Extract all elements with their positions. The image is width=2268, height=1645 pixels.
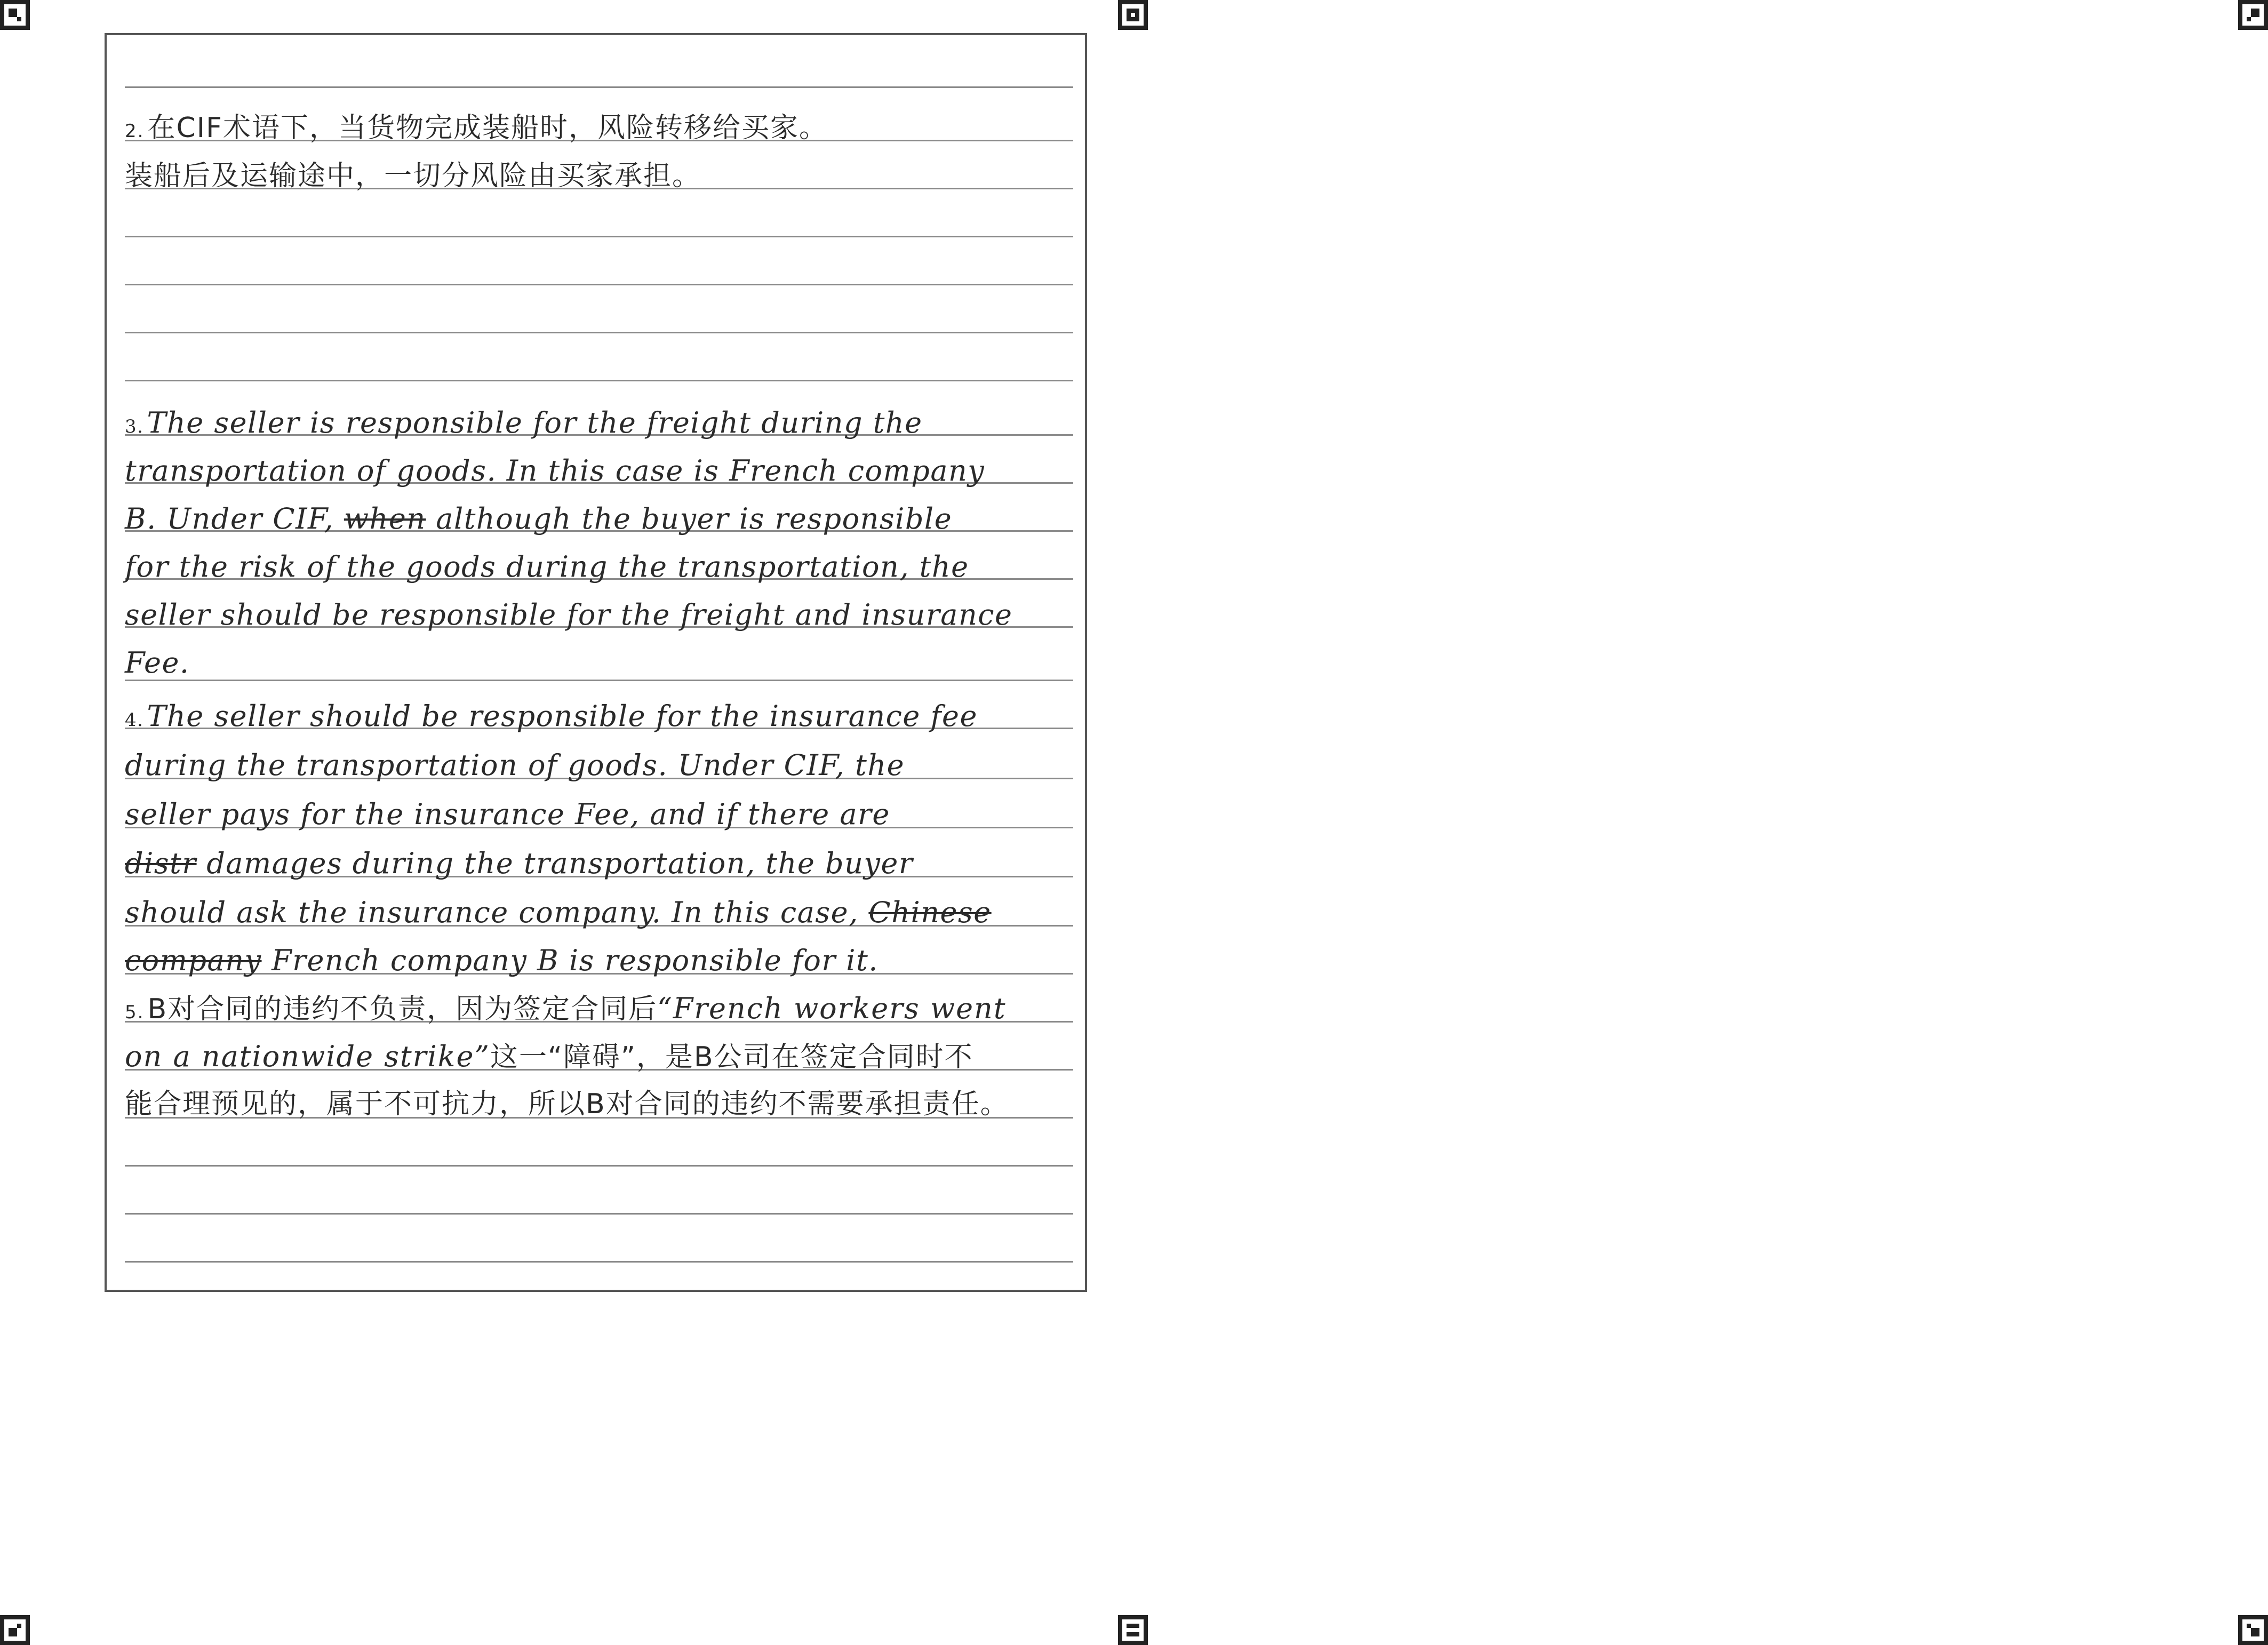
answer-4-line-1 — [125, 699, 978, 733]
ruled-line — [125, 332, 1073, 333]
ruled-line — [125, 380, 1073, 381]
corner-marker-bottom-center-icon — [1118, 1615, 1148, 1645]
handwritten-text: for the risk of the goods during the transportation, the — [125, 550, 969, 584]
answer-3-line-5 — [125, 598, 1013, 632]
answer-4-line-4 — [125, 849, 913, 878]
handwritten-text: 能合理预见的，属于不可抗力，所以B对合同的违约不需要承担责任。 — [125, 1088, 1009, 1120]
answer-5-line-1 — [125, 994, 1007, 1023]
answer-number: 3. — [125, 416, 144, 437]
handwritten-text: Fee. — [125, 646, 190, 680]
answer-box — [105, 33, 1087, 1292]
struck-out-text: Chinese — [868, 896, 992, 929]
struck-out-text: distr — [125, 847, 197, 880]
answer-3-line-3 — [125, 502, 953, 536]
handwritten-text: B对合同的违约不负责，因为签定合同后 — [147, 993, 658, 1025]
answer-5-line-2 — [125, 1042, 973, 1071]
handwritten-text: 在CIF术语下，当货物完成装船时，风险转移给买家。 — [147, 112, 828, 144]
ruled-line — [125, 1261, 1073, 1263]
corner-marker-top-right-icon — [2238, 0, 2268, 30]
handwritten-text: 装船后及运输途中，一切分风险由买家承担。 — [125, 160, 701, 192]
handwritten-text: although the buyer is responsible — [426, 502, 953, 536]
handwritten-text: on a nationwide strike” — [125, 1040, 491, 1073]
struck-out-text: company — [125, 944, 262, 977]
handwritten-text: seller pays for the insurance Fee, and if there are — [125, 797, 890, 831]
answer-5-line-3 — [125, 1090, 1009, 1118]
corner-marker-top-left-icon — [0, 0, 30, 30]
answer-4-line-3 — [125, 797, 890, 831]
handwritten-text: should ask the insurance company. In this case, — [125, 896, 869, 929]
answer-number: 4. — [125, 709, 144, 731]
answer-3-line-6 — [125, 646, 190, 680]
answer-3-line-2 — [125, 454, 985, 488]
struck-out-text: when — [344, 502, 426, 536]
handwritten-text: damages during the transportation, the buyer — [196, 847, 914, 880]
answer-2-line-2 — [125, 162, 701, 190]
answer-3-line-1 — [125, 406, 923, 440]
ruled-line — [125, 1165, 1073, 1167]
corner-marker-bottom-right-icon — [2238, 1615, 2268, 1645]
ruled-line — [125, 680, 1073, 681]
ruled-line — [125, 284, 1073, 285]
corner-marker-bottom-left-icon — [0, 1615, 30, 1645]
handwritten-text: transportation of goods. In this case is French company — [125, 454, 985, 488]
ruled-line — [125, 86, 1073, 88]
handwritten-text: French company B is responsible for it. — [261, 944, 879, 977]
handwritten-text: during the transportation of goods. Under CIF, the — [125, 748, 905, 782]
ruled-line — [125, 1213, 1073, 1215]
answer-number: 2. — [125, 121, 145, 142]
handwritten-text: The seller should be responsible for the insurance fee — [147, 699, 978, 733]
answer-2-line-1 — [125, 114, 828, 142]
handwritten-text: B. Under CIF, — [125, 502, 344, 536]
ruled-line — [125, 236, 1073, 237]
handwritten-text: seller should be responsible for the freight and insurance — [125, 598, 1013, 632]
answer-4-line-6 — [125, 946, 879, 975]
handwritten-text: The seller is responsible for the freight during the — [147, 406, 923, 440]
answer-4-line-2 — [125, 748, 905, 782]
handwritten-text: 这一“障碍”，是B公司在签定合同时不 — [490, 1041, 973, 1073]
answer-3-line-4 — [125, 550, 969, 584]
corner-marker-top-center-icon — [1118, 0, 1148, 30]
answer-number: 5. — [125, 1002, 145, 1023]
handwritten-text: “French workers went — [657, 992, 1007, 1025]
answer-4-line-5 — [125, 898, 992, 927]
